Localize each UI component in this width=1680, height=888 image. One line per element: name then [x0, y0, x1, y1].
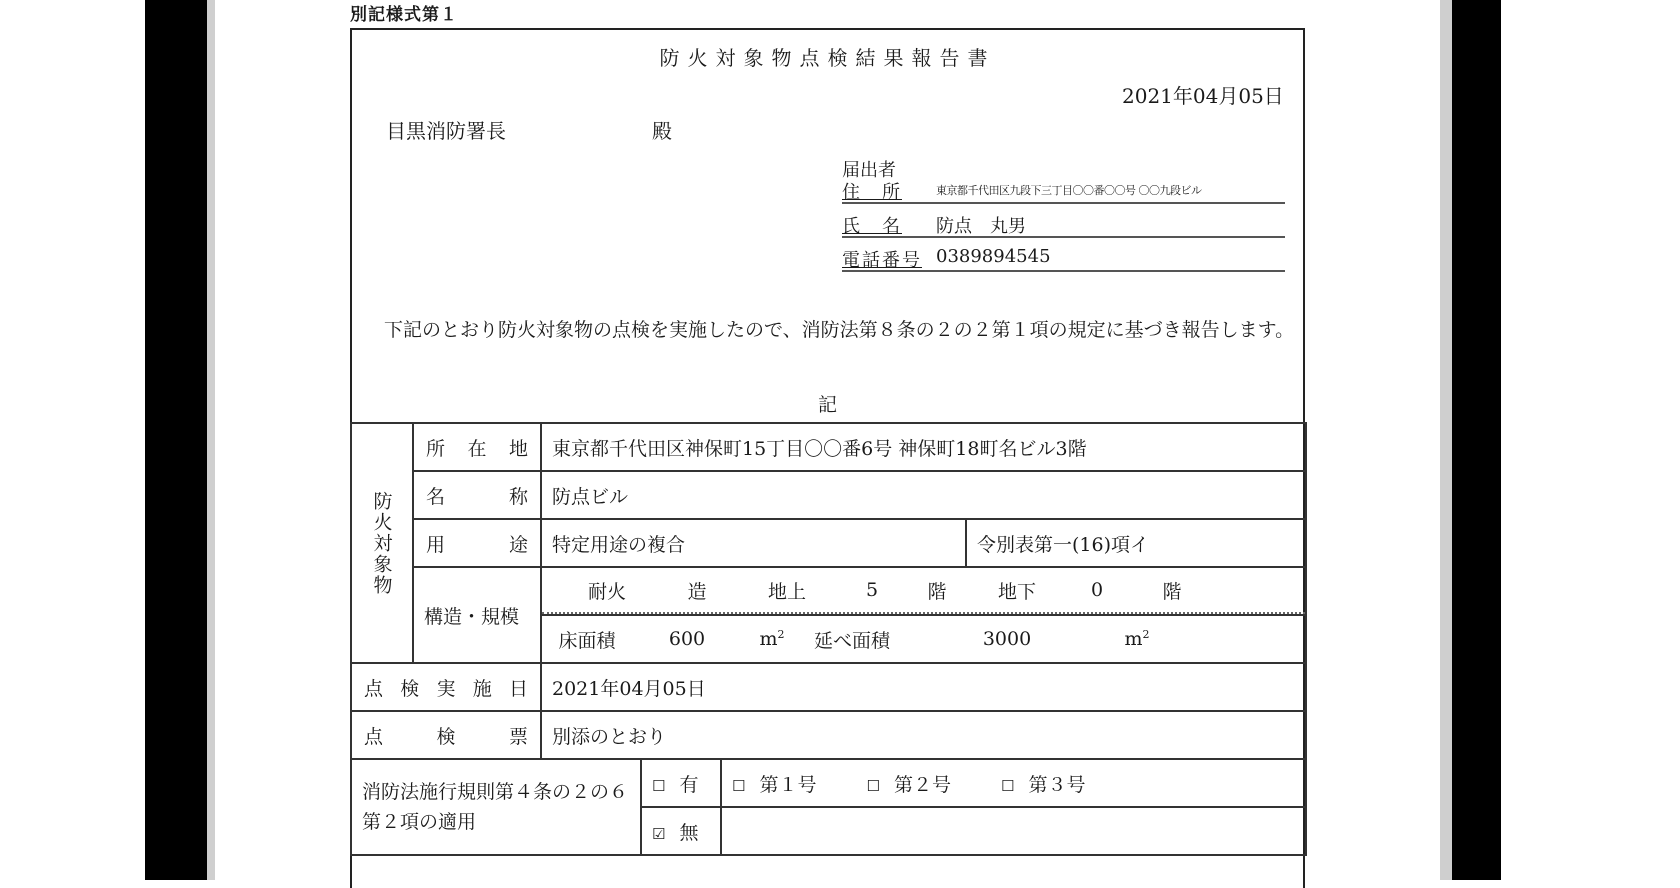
location-value: 東京都千代田区神保町15丁目〇〇番6号 神保町18町名ビル3階 [541, 423, 1306, 471]
rule-application-label: 消防法施行規則第４条の２の６第２項の適用 [351, 759, 641, 855]
floor-area-value: 600 [668, 628, 706, 650]
inspection-date-value: 2021年04月05日 [541, 663, 1306, 711]
reporter-phone-value: 0389894545 [936, 246, 1051, 267]
table-row [351, 663, 1306, 711]
viewer-frame-right-edge [1440, 0, 1452, 880]
inspection-date-label: 点 検 実 施 日 [351, 663, 541, 711]
option1-checkbox-icon[interactable]: ☐ [732, 776, 746, 795]
reporter-name-row [842, 210, 1285, 238]
rule-empty-cell [721, 807, 1306, 855]
above-ground-floors: 5 [865, 579, 879, 601]
below-ground-floors: 0 [1090, 579, 1104, 601]
structure-type: 耐火 [587, 580, 626, 603]
rule-options-cell [721, 759, 1306, 807]
structure-label: 構造・規模 [413, 567, 541, 663]
table-row [351, 759, 1306, 807]
report-body-text: 下記のとおり防火対象物の点検を実施したので、消防法第８条の２の２第１項の規定に基づき報告します。 [384, 319, 1295, 341]
viewer-frame-right [1452, 0, 1501, 880]
reporter-heading: 届出者 [842, 160, 896, 181]
reporter-name-value: 防点 丸男 [936, 216, 1026, 237]
reporter-address-label: 住 所 [842, 182, 902, 203]
property-name-value: 防点ビル [541, 471, 1306, 519]
honorific: 殿 [652, 119, 672, 143]
form-number-label: 別記様式第１ [350, 5, 458, 25]
rule-no-cell[interactable] [641, 807, 721, 855]
use-label: 用 途 [413, 519, 541, 567]
rule-no-label: 無 [679, 821, 699, 844]
below-ground-label: 地下 [997, 580, 1036, 603]
total-area-label: 延べ面積 [813, 629, 890, 652]
property-table [350, 422, 1307, 856]
report-date: 2021年04月05日 [1122, 84, 1284, 108]
location-label: 所 在 地 [413, 423, 541, 471]
name-label: 名 称 [413, 471, 541, 519]
floor-area-label: 床面積 [558, 629, 616, 652]
addressee: 目黒消防署長 [386, 119, 506, 143]
inspection-sheet-label: 点 検 票 [351, 711, 541, 759]
table-row [351, 519, 1306, 567]
floor-area-unit: $m^2$ [759, 627, 785, 651]
option3-label: 第３号 [1028, 773, 1086, 796]
total-area-value: 3000 [982, 628, 1032, 650]
option3-checkbox-icon[interactable]: ☐ [1001, 776, 1015, 795]
above-floor-unit: 階 [927, 580, 947, 603]
reporter-address-value: 東京都千代田区九段下三丁目〇〇番〇〇号 〇〇九段ビル [936, 184, 1202, 197]
option2-checkbox-icon[interactable]: ☐ [866, 776, 880, 795]
document-title: 防火対象物点検結果報告書 [659, 46, 996, 70]
report-document [350, 28, 1305, 888]
rule-yes-checkbox-icon[interactable]: ☐ [652, 776, 666, 795]
table-row [351, 471, 1306, 519]
use-value: 特定用途の複合 [541, 519, 966, 567]
viewer-frame-left-edge [207, 0, 215, 880]
option2-label: 第２号 [893, 773, 951, 796]
table-row [351, 711, 1306, 759]
structure-area-cell [541, 615, 1306, 663]
total-area-unit: $m^2$ [1124, 627, 1150, 651]
structure-zo: 造 [687, 580, 707, 603]
rule-no-checkbox-checked-icon[interactable]: ☑ [652, 824, 666, 843]
table-row [351, 567, 1306, 615]
use-category-value: 令別表第一(16)項イ [966, 519, 1306, 567]
rule-yes-cell[interactable] [641, 759, 721, 807]
section-label-fire-property: 防火対象物 [351, 423, 413, 663]
reporter-address-row [842, 176, 1285, 204]
below-floor-unit: 階 [1162, 580, 1182, 603]
above-ground-label: 地上 [767, 580, 806, 603]
option1-label: 第１号 [759, 773, 817, 796]
structure-floors-cell [541, 567, 1306, 615]
ki-heading: 記 [817, 394, 837, 416]
reporter-phone-label: 電話番号 [842, 250, 922, 271]
reporter-phone-row [842, 244, 1285, 272]
viewer-frame-left [145, 0, 207, 880]
inspection-sheet-value: 別添のとおり [541, 711, 1306, 759]
rule-yes-label: 有 [679, 773, 699, 796]
reporter-name-label: 氏 名 [842, 216, 902, 237]
table-row [351, 423, 1306, 471]
